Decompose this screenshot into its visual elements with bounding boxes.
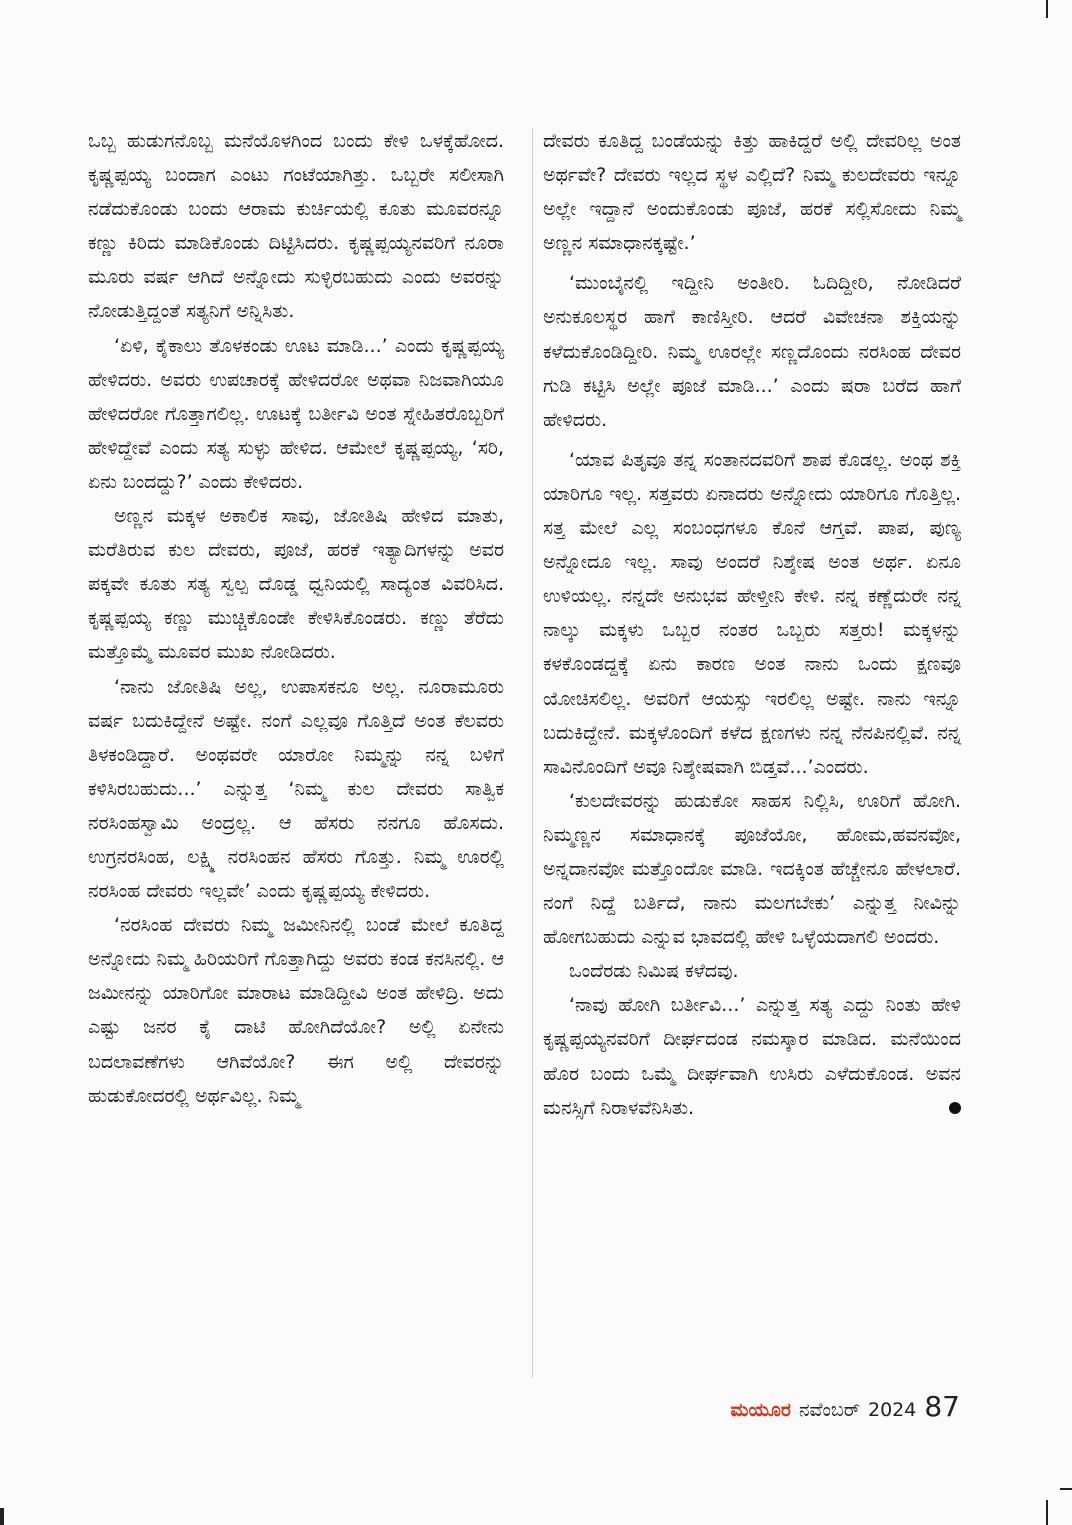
right-text-column [543, 124, 961, 1125]
crop-mark [1046, 0, 1048, 18]
left-text-column [88, 124, 504, 1113]
magazine-logo: ಮಯೂರ [730, 1399, 791, 1421]
page-number: 87 [924, 1390, 960, 1423]
issue-month: ನವೆಂಬರ್ [798, 1399, 860, 1421]
paragraph: ‘ಏಳಿ, ಕೈಕಾಲು ತೊಳಕಂಡು ಊಟ ಮಾಡಿ...’ ಎಂದು ಕೃಷ್ಣಪ್ಪಯ್ಯ ಹೇಳಿದರು. ಅವರು ಉಪಚಾರಕ್ಕೆ ಹೇಳಿದರೋ ಅಥವಾ ನಿಜವಾಗಿಯೂ ಹೇಳಿದರೋ ಗೊತ್ತಾಗಲಿಲ್ಲ. ಊಟಕ್ಕೆ ಬರ್ತೀವಿ ಅಂತ ಸ್ನೇಹಿತರೊಬ್ಬರಿಗೆ ಹೇಳಿದ್ದೇವೆ ಎಂದು ಸತ್ಯ ಸುಳ್ಳು ಹೇಳಿದ. ಆಮೇಲೆ ಕೃಷ್ಣಪ್ಪಯ್ಯ, ‘ಸರಿ, ಏನು ಬಂದದ್ದು?’ ಎಂದು ಕೇಳಿದರು. [88, 334, 504, 493]
issue-year: 2024 [868, 1399, 917, 1421]
crop-mark [0, 1508, 4, 1525]
paragraph: ದೇವರು ಕೂತಿದ್ದ ಬಂಡೆಯನ್ನು ಕಿತ್ತು ಹಾಕಿದ್ದರೆ ಅಲ್ಲಿ ದೇವರಿಲ್ಲ ಅಂತ ಅರ್ಥವೇ? ದೇವರು ಇಲ್ಲದ ಸ್ಥಳ ಎಲ್ಲಿದೆ? ನಿಮ್ಮ ಕುಲದೇವರು ಇನ್ನೂ ಅಲ್ಲೇ ಇದ್ದಾನೆ ಅಂದುಕೊಂಡು ಪೂಜೆ, ಹರಕೆ ಸಲ್ಲಿಸೋದು ನಿಮ್ಮ ಅಣ್ಣನ ಸಮಾಧಾನಕ್ಕಷ್ಟೇ.’ [543, 130, 961, 255]
crop-mark [1046, 1500, 1048, 1525]
paragraph: ‘ಮುಂಬೈನಲ್ಲಿ ಇದ್ದೀನಿ ಅಂತೀರಿ. ಓದಿದ್ದೀರಿ, ನೋಡಿದರೆ ಅನುಕೂಲಸ್ಥರ ಹಾಗೆ ಕಾಣಿಸ್ತೀರಿ. ಆದರೆ ವಿವೇಚನಾ ಶಕ್ತಿಯನ್ನು ಕಳೆದುಕೊಂಡಿದ್ದೀರಿ. ನಿಮ್ಮ ಊರಲ್ಲೇ ಸಣ್ಣದೊಂದು ನರಸಿಂಹ ದೇವರ ಗುಡಿ ಕಟ್ಟಿಸಿ ಅಲ್ಲೇ ಪೂಜೆ ಮಾಡಿ...’ ಎಂದು ಷರಾ ಬರೆದ ಹಾಗೆ ಹೇಳಿದರು. [543, 272, 961, 431]
end-mark-bullet-icon [949, 1102, 961, 1114]
paragraph: ಒಂದೆರಡು ನಿಮಿಷ ಕಳೆದವು. [569, 960, 739, 983]
paragraph: ‘ನಾನು ಜೋತಿಷಿ ಅಲ್ಲ, ಉಪಾಸಕನೂ ಅಲ್ಲ. ನೂರಾಮೂರು ವರ್ಷ ಬದುಕಿದ್ದೇನೆ ಅಷ್ಟೇ. ನಂಗೆ ಎಲ್ಲವೂ ಗೊತ್ತಿದೆ ಅಂತ ಕೆಲವರು ತಿಳಕಂಡಿದ್ದಾರೆ. ಅಂಥವರೇ ಯಾರೋ ನಿಮ್ಮನ್ನು ನನ್ನ ಬಳಿಗೆ ಕಳಿಸಿರಬಹುದು...’ ಎನ್ನುತ್ತ ‘ನಿಮ್ಮ ಕುಲ ದೇವರು ಸಾತ್ವಿಕ ನರಸಿಂಹಸ್ವಾಮಿ ಅಂದ್ರಲ್ಲ. ಆ ಹೆಸರು ನನಗೂ ಹೊಸದು. ಉಗ್ರನರಸಿಂಹ, ಲಕ್ಷ್ಮಿ ನರಸಿಂಹನ ಹೆಸರು ಗೊತ್ತು. ನಿಮ್ಮ ಊರಲ್ಲಿ ನರಸಿಂಹ ದೇವರು ಇಲ್ಲವೇ’ ಎಂದು ಕೃಷ್ಣಪ್ಪಯ್ಯ ಕೇಳಿದರು. [88, 675, 504, 903]
paragraph: ‘ಕುಲದೇವರನ್ನು ಹುಡುಕೋ ಸಾಹಸ ನಿಲ್ಲಿಸಿ, ಊರಿಗೆ ಹೋಗಿ. ನಿಮ್ಮಣ್ಣನ ಸಮಾಧಾನಕ್ಕೆ ಪೂಜೆಯೋ, ಹೋಮ,ಹವನವೋ, ಅನ್ನದಾನವೋ ಮತ್ತೊಂದೋ ಮಾಡಿ. ಇದಕ್ಕಿಂತ ಹೆಚ್ಚೇನೂ ಹೇಳಲಾರೆ. ನಂಗೆ ನಿದ್ದೆ ಬರ್ತಿದೆ, ನಾನು ಮಲಗಬೇಕು’ ಎನ್ನುತ್ತ ನೀವಿನ್ನು ಹೋಗಬಹುದು ಎನ್ನುವ ಭಾವದಲ್ಲಿ ಹೇಳಿ ಒಳ್ಳೆಯದಾಗಲಿ ಅಂದರು. [543, 789, 961, 949]
paragraph-text: ‘ನಾವು ಹೋಗಿ ಬರ್ತೀವಿ...’ ಎನ್ನುತ್ತ ಸತ್ಯ ಎದ್ದು ನಿಂತು ಹೇಳಿ ಕೃಷ್ಣಪ್ಪಯ್ಯನವರಿಗೆ ದೀರ್ಘದಂಡ ನಮಸ್ಕಾರ ಮಾಡಿದ. ಮನೆಯಿಂದ ಹೊರ ಬಂದು ಒಮ್ಮೆ ದೀರ್ಘವಾಗಿ ಉಸಿರು ಎಳೆದುಕೊಂಡ. ಅವನ ಮನಸ್ಸಿಗೆ ನಿರಾಳವೆನಿಸಿತು. [543, 994, 961, 1119]
crop-mark [1060, 1488, 1072, 1490]
paragraph: ಒಬ್ಬ ಹುಡುಗನೊಬ್ಬ ಮನೆಯೊಳಗಿಂದ ಬಂದು ಕೇಳಿ ಒಳಕ್ಕೆಹೋದ. ಕೃಷ್ಣಪ್ಪಯ್ಯ ಬಂದಾಗ ಎಂಟು ಗಂಟೆಯಾಗಿತ್ತು. ಒಬ್ಬರೇ ಸಲೀಸಾಗಿ ನಡೆದುಕೊಂಡು ಬಂದು ಆರಾಮ ಕುರ್ಚಿಯಲ್ಲಿ ಕೂತು ಮೂವರನ್ನೂ ಕಣ್ಣು ಕಿರಿದು ಮಾಡಿಕೊಂಡು ದಿಟ್ಟಿಸಿದರು. ಕೃಷ್ಣಪ್ಪಯ್ಯನವರಿಗೆ ನೂರಾ ಮೂರು ವರ್ಷ ಆಗಿದೆ ಅನ್ನೋದು ಸುಳ್ಳಿರಬಹುದು ಎಂದು ಅವರನ್ನು ನೋಡುತ್ತಿದ್ದಂತೆ ಸತ್ಯನಿಗೆ ಅನ್ನಿಸಿತು. [88, 130, 504, 323]
paragraph [543, 988, 961, 1124]
page-footer [730, 1390, 960, 1423]
paragraph: ಅಣ್ಣನ ಮಕ್ಕಳ ಅಕಾಲಿಕ ಸಾವು, ಜೋತಿಷಿ ಹೇಳಿದ ಮಾತು, ಮರೆತಿರುವ ಕುಲ ದೇವರು, ಪೂಜೆ, ಹರಕೆ ಇತ್ಯಾದಿಗಳನ್ನು ಅವರ ಪಕ್ಕವೇ ಕೂತು ಸತ್ಯ ಸ್ವಲ್ಪ ದೊಡ್ಡ ಧ್ವನಿಯಲ್ಲಿ ಸಾದ್ಯಂತ ವಿವರಿಸಿದ. ಕೃಷ್ಣಪ್ಪಯ್ಯ ಕಣ್ಣು ಮುಚ್ಚಿಕೊಂಡೇ ಕೇಳಿಸಿಕೊಂಡರು. ಕಣ್ಣು ತೆರೆದು ಮತ್ತೊಮ್ಮೆ ಮೂವರ ಮುಖ ನೋಡಿದರು. [88, 505, 504, 664]
paragraph: ‘ಯಾವ ಪಿತೃವೂ ತನ್ನ ಸಂತಾನದವರಿಗೆ ಶಾಪ ಕೊಡಲ್ಲ. ಅಂಥ ಶಕ್ತಿ ಯಾರಿಗೂ ಇಲ್ಲ. ಸತ್ತವರು ಏನಾದರು ಅನ್ನೋದು ಯಾರಿಗೂ ಗೊತ್ತಿಲ್ಲ. ಸತ್ತ ಮೇಲೆ ಎಲ್ಲ ಸಂಬಂಧಗಳೂ ಕೊನೆ ಆಗ್ತವೆ. ಪಾಪ, ಪುಣ್ಯ ಅನ್ನೋದೂ ಇಲ್ಲ. ಸಾವು ಅಂದರೆ ನಿಶ್ಶೇಷ ಅಂತ ಅರ್ಥ. ಏನೂ ಉಳಿಯಲ್ಲ. ನನ್ನದೇ ಅನುಭವ ಹೇಳ್ತೀನಿ ಕೇಳಿ. ನನ್ನ ಕಣ್ಣೆದುರೇ ನನ್ನ ನಾಲ್ಕು ಮಕ್ಕಳು ಒಬ್ಬರ ನಂತರ ಒಬ್ಬರು ಸತ್ತರು! ಮಕ್ಕಳನ್ನು ಕಳಕೊಂಡದ್ದಕ್ಕೆ ಏನು ಕಾರಣ ಅಂತ ನಾನು ಒಂದು ಕ್ಷಣವೂ ಯೋಚಿಸಲಿಲ್ಲ. ಅವರಿಗೆ ಆಯಸ್ಸು ಇರಲಿಲ್ಲ ಅಷ್ಟೇ. ನಾನು ಇನ್ನೂ ಬದುಕಿದ್ದೇನೆ. ಮಕ್ಕಳೊಂದಿಗೆ ಕಳೆದ ಕ್ಷಣಗಳು ನನ್ನ ನೆನಪಿನಲ್ಲಿವೆ. ನನ್ನ ಸಾವಿನೊಂದಿಗೆ ಅವೂ ನಿಶ್ಶೇಷವಾಗಿ ಬಿಡ್ತವೆ...’ಎಂದರು. [543, 448, 961, 778]
paragraph: ‘ನರಸಿಂಹ ದೇವರು ನಿಮ್ಮ ಜಮೀನಿನಲ್ಲಿ ಬಂಡೆ ಮೇಲೆ ಕೂತಿದ್ದ ಅನ್ನೋದು ನಿಮ್ಮ ಹಿರಿಯರಿಗೆ ಗೊತ್ತಾಗಿದ್ದು ಅವರು ಕಂಡ ಕನಸಿನಲ್ಲಿ. ಆ ಜಮೀನನ್ನು ಯಾರಿಗೋ ಮಾರಾಟ ಮಾಡಿದ್ದೀವಿ ಅಂತ ಹೇಳಿದ್ರಿ. ಅದು ಎಷ್ಟು ಜನರ ಕೈ ದಾಟಿ ಹೋಗಿದೆಯೋ? ಅಲ್ಲಿ ಏನೇನು ಬದಲಾವಣೆಗಳು ಆಗಿವೆಯೋ? ಈಗ ಅಲ್ಲಿ ದೇವರನ್ನು ಹುಡುಕೋದರಲ್ಲಿ ಅರ್ಥವಿಲ್ಲ. ನಿಮ್ಮ [88, 914, 504, 1107]
column-divider [532, 128, 533, 1378]
